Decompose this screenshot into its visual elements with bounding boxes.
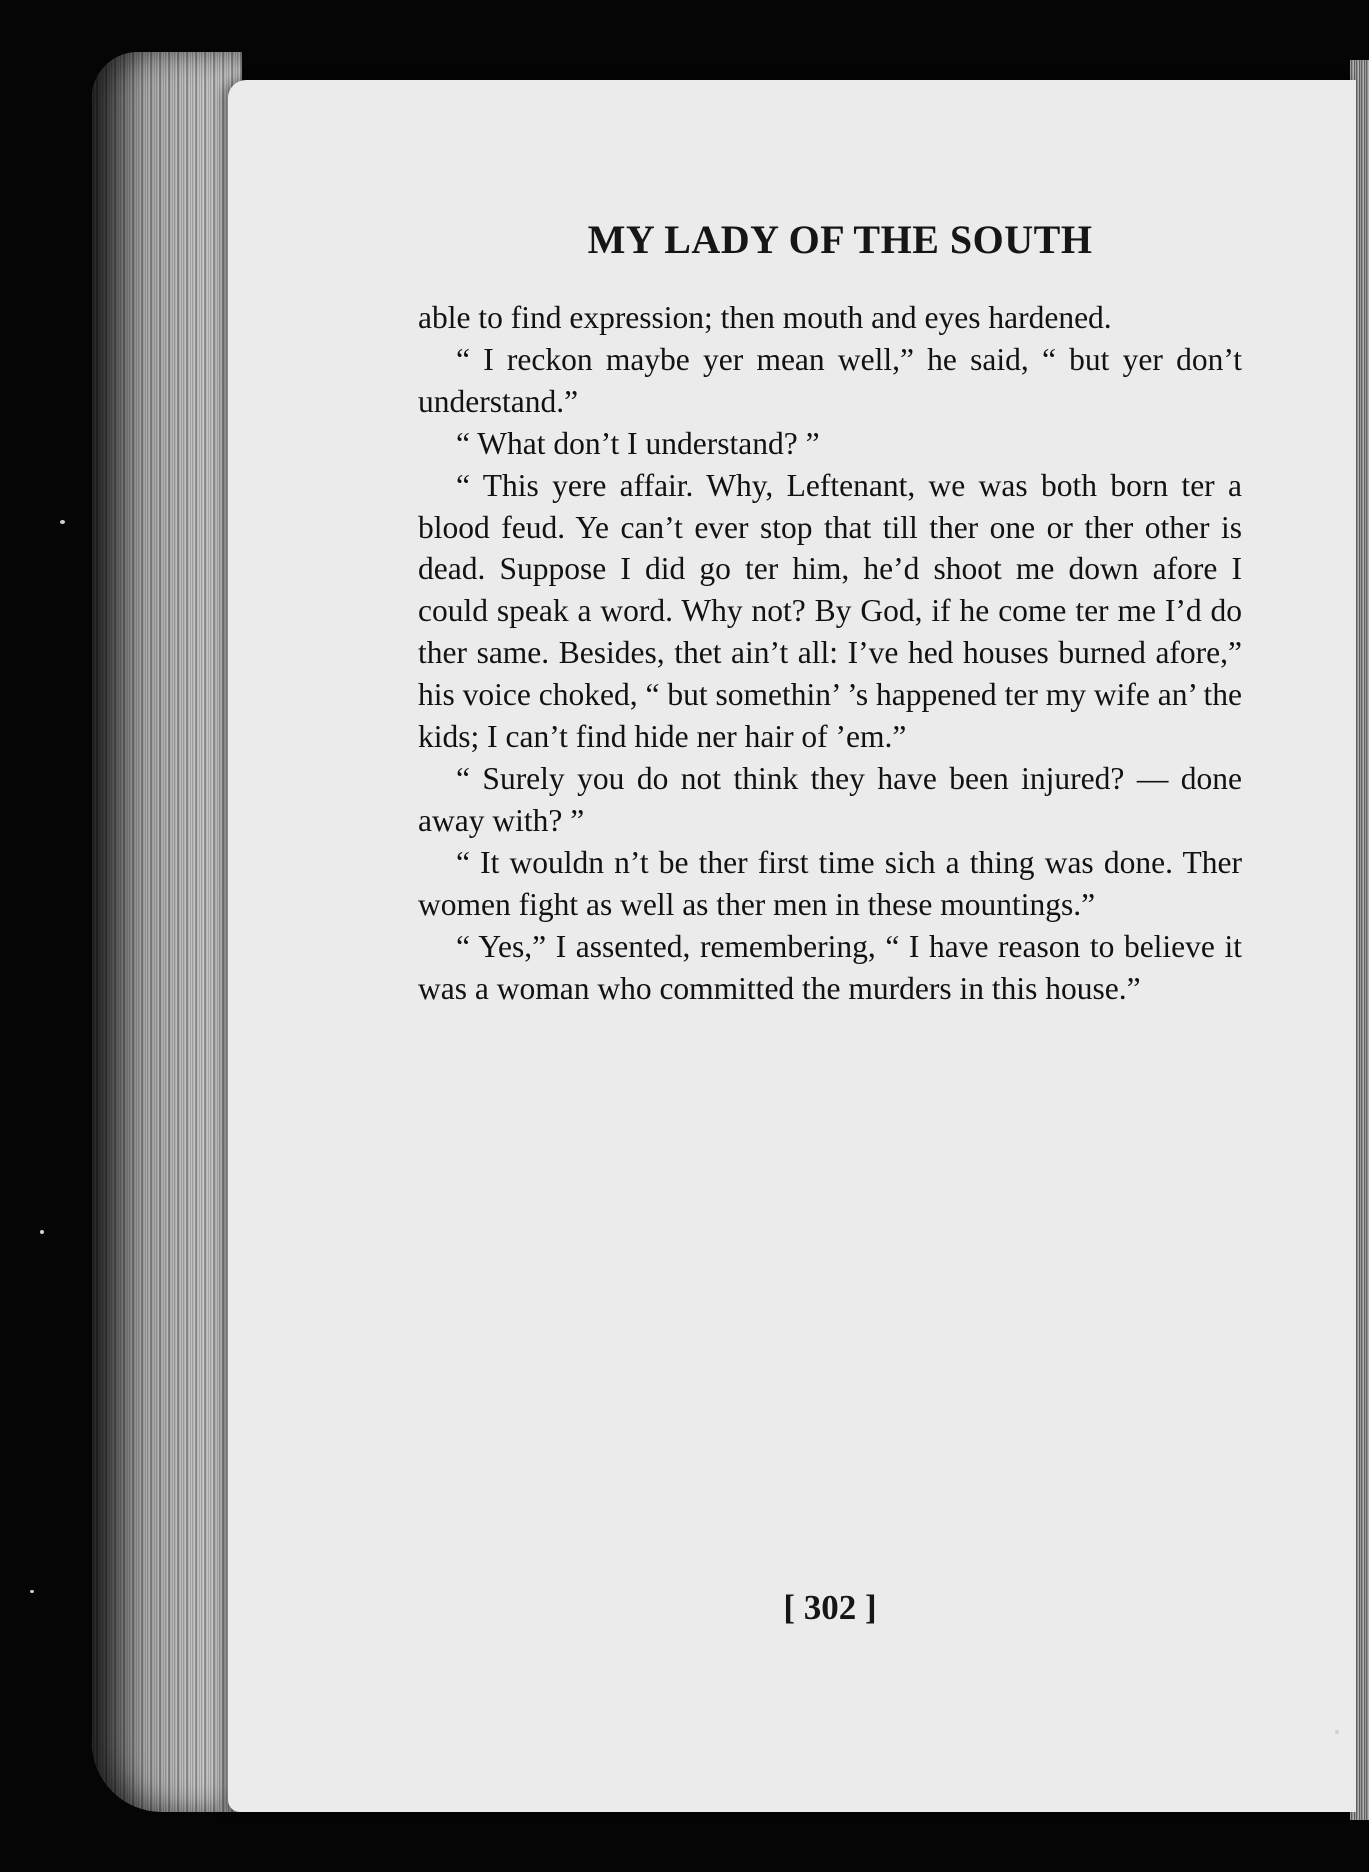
paragraph: “ What don’t I understand? ” <box>456 425 820 461</box>
paragraph: “ It wouldn n’t be ther first time sich a thing was done. Ther women fight as well as ther men in these mountings.” <box>418 844 1242 922</box>
paragraph: “ I reckon maybe yer mean well,” he said, “ but yer don’t understand.” <box>418 341 1242 419</box>
dust-speck <box>30 1590 34 1593</box>
paragraph: “ Yes,” I assented, remembering, “ I have reason to believe it was a woman who committed the murders in this house.” <box>418 928 1242 1006</box>
running-head: MY LADY OF THE SOUTH <box>587 217 1093 262</box>
paragraph: “ This yere affair. Why, Leftenant, we was both born ter a blood feud. Ye can’t ever stop that till ther one or ther other is dead. Suppose I did go ter him, he’d shoot me down afore I could speak a word. Why not? By God, if he come ter me I’d do ther same. Besides, thet ain’t all: I’ve hed houses burned afore,” his voice choked, “ but somethin’ ’s happened ter my wife an’ the kids; I can’t find hide ner hair of ’em.” <box>418 467 1242 755</box>
dust-speck <box>1335 1730 1339 1734</box>
page-number: [ 302 ] <box>783 1588 877 1627</box>
dust-speck <box>60 520 65 524</box>
page-edges-shadow <box>92 52 242 1812</box>
paragraph-continuation: able to find expression; then mouth and eyes hardened. <box>418 300 1112 335</box>
dust-speck <box>40 1230 44 1234</box>
paragraph: “ Surely you do not think they have been injured? — done away with? ” <box>418 760 1242 838</box>
body-text <box>418 297 1242 1009</box>
